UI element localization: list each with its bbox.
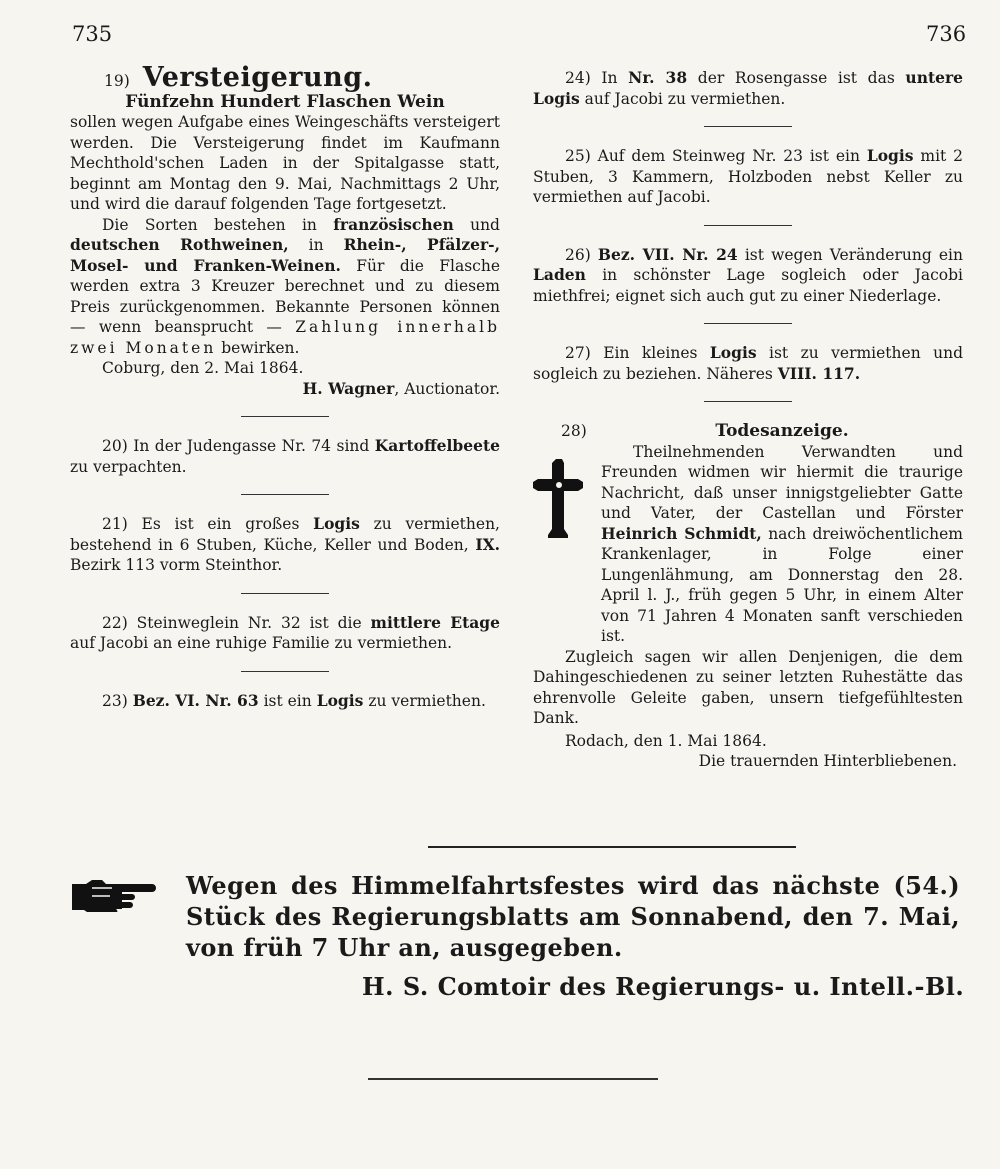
notice-signature: H. S. Comtoir des Regierungs- u. Intell.-Bl. [362,972,965,1001]
ad-number: 28) [561,422,587,440]
cross-icon [533,457,591,647]
right-column [533,68,963,772]
divider [428,846,796,848]
ad-text: 25) Auf dem Steinweg Nr. 23 ist ein Logis mit 2 Stuben, 3 Kammern, Holzboden nebst Keller zu vermiethen auf Jacobi. [533,146,963,206]
ad-21 [70,514,500,576]
ad-title: Versteigerung. [142,62,373,93]
pointing-hand-icon [70,876,160,912]
ad-24 [533,68,963,109]
ad-text: 20) In der Judengasse Nr. 74 sind Kartoffelbeete zu verpachten. [70,436,500,476]
ad-20 [70,436,500,477]
separator [704,401,792,402]
ad-text: 24) In Nr. 38 der Rosengasse ist das untere Logis auf Jacobi zu vermiethen. [533,68,964,108]
ad-22 [70,613,500,654]
ad-text: 21) Es ist ein großes Logis zu vermiethen, bestehend in 6 Stuben, Küche, Keller und Boden, IX. Bezirk 113 vorm Steinthor. [70,514,500,574]
ad-23 [70,691,500,712]
ad-25 [533,146,963,208]
separator [241,416,329,417]
ad-text: 22) Steinweglein Nr. 32 ist die mittlere Etage auf Jacobi an eine ruhige Familie zu vermiethen. [70,612,500,652]
ad-number: 19) [104,72,130,90]
ad-place-date: Coburg, den 2. Mai 1864. [102,359,304,377]
ad-28-death-notice [533,421,963,647]
separator [704,323,792,324]
ad-text: 27) Ein kleines Logis ist zu vermiethen und sogleich zu beziehen. Näheres VIII. 117. [533,343,963,383]
separator [704,126,792,127]
divider [368,1078,658,1080]
ad-paragraph-2: Die Sorten bestehen in französischen und deutschen Rothweinen, in Rhein-, Pfälzer-, Mosel- und Franken-Weinen. Für die Flasche werden extra 3 Kreuzer berechnet und zu diesem Preis zurückgenommen. Bekannte Personen können — wenn beansprucht — Zahlung innerhalb zwei Monaten bewirken. [70,214,501,357]
death-title: Todesanzeige. [715,421,849,441]
official-notice [70,870,960,963]
death-signature: Die trauernden Hinterbliebenen. [698,752,957,770]
left-column [70,62,501,711]
ad-text: 23) Bez. VI. Nr. 63 ist ein Logis zu vermiethen. [102,690,486,710]
separator [704,225,792,226]
ad-text: 26) Bez. VII. Nr. 24 ist wegen Veränderung ein Laden in schönster Lage sogleich oder Jacobi miethfrei; eignet sich auch gut zu einer Niederlage. [533,244,963,305]
death-thanks: Zugleich sagen wir allen Denjenigen, die dem Dahingeschiedenen zu seiner letzten Ruhestätte das ehrenvolle Geleite gaben, unsern tiefgefühltesten Dank. [533,647,963,727]
death-place-date: Rodach, den 1. Mai 1864. [565,731,767,750]
separator [241,494,329,495]
page-number-left: 735 [72,22,113,46]
ad-subtitle: Fünfzehn Hundert Flaschen Wein [125,91,445,112]
notice-text: Wegen des Himmelfahrtsfestes wird das nächste (54.) Stück des Regierungsblatts am Sonnabend, den 7. Mai, von früh 7 Uhr an, ausgegeben. [186,871,960,962]
ad-27 [533,343,963,384]
page-number-right: 736 [926,22,967,46]
separator [241,671,329,672]
ad-signature: H. Wagner, Auctionator. [302,378,500,398]
ad-26 [533,245,963,307]
death-paragraph: Theilnehmenden Verwandten und Freunden widmen wir hiermit die traurige Nachricht, daß unser innigstgeliebter Gatte und Vater, der Castellan und Förster Heinrich Schmidt, nach dreiwöchentlichem Krankenlager, in Folge einer Lungenlähmung, am Donnerstag den 28. April l. J., früh gegen 5 Uhr, in einem Alter von 71 Jahren 4 Monaten sanft verschieden ist. [601,442,964,645]
ad-19 [70,62,501,399]
separator [241,593,329,594]
ad-paragraph: sollen wegen Aufgabe eines Weingeschäfts versteigert werden. Die Versteigerung findet im Kaufmann Mechthold'schen Laden in der Spitalgasse statt, beginnt am Montag den 9. Mai, Nachmittags 2 Uhr, und wird die darauf folgenden Tage fortgesetzt. [70,113,500,213]
